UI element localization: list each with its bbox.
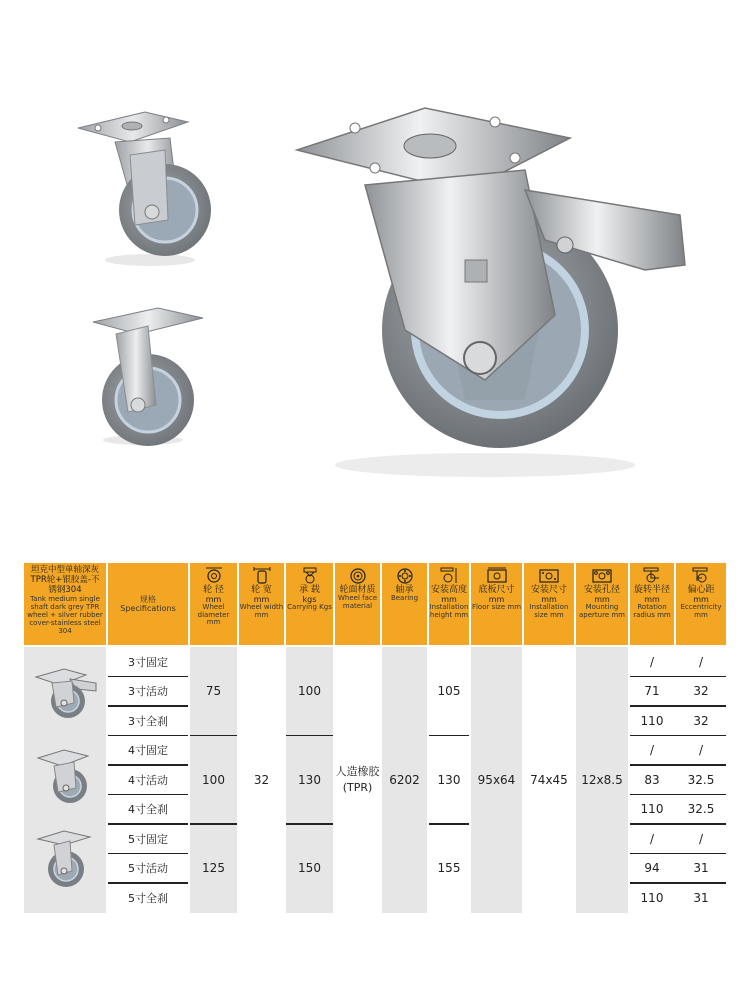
rotation-radius-value: / <box>649 743 655 758</box>
wheel-diameter-cn: 轮 径 <box>203 585 224 595</box>
eccentricity-value: 32 <box>693 713 709 728</box>
swivel-caster-photo <box>70 100 220 275</box>
header-bearing <box>382 563 427 645</box>
mounting-aperture-value: 12x8.5 <box>581 773 623 787</box>
spec-label: 4寸固定 <box>128 744 168 758</box>
header-wheel-face <box>335 563 380 645</box>
eccentricity-value: / <box>698 654 704 669</box>
header-floor-size <box>471 563 522 645</box>
rotation-radius-cn: 旋转半径 <box>633 585 670 595</box>
load-icon <box>300 567 320 584</box>
install-size-icon <box>538 567 560 584</box>
install-height-value: 105 <box>437 684 461 699</box>
eccentricity-value: 32.5 <box>687 802 715 817</box>
thumb-swivel-caster <box>24 746 106 808</box>
rotation-radius-value: 94 <box>644 861 660 876</box>
wheel-width-cn: 轮 宽 <box>251 585 272 595</box>
mounting-aperture-cn: 安装孔径 <box>583 585 620 595</box>
eccentricity-icon <box>691 567 711 584</box>
eccentricity-value: 32 <box>693 684 709 699</box>
wheel-face-cn: 轮面材质 <box>339 585 376 595</box>
header-wheel-diameter <box>190 563 237 645</box>
header-install-size <box>524 563 574 645</box>
eccentricity-value: 31 <box>693 890 709 905</box>
install-height-unit: mm <box>441 595 457 604</box>
install-height-value: 130 <box>437 772 461 787</box>
floor-plate-icon <box>486 567 508 584</box>
carrying-unit: kgs <box>302 595 317 604</box>
floor-size-unit: mm <box>488 595 505 604</box>
floor-size-en: Floor size mm <box>471 603 522 611</box>
carrying-value: 150 <box>298 861 321 876</box>
wheel-width-en: Wheel width mm <box>239 603 284 619</box>
header-install-height <box>429 563 469 645</box>
rotation-radius-value: 71 <box>644 684 660 699</box>
install-height-icon <box>439 567 459 584</box>
thumb-brake-caster <box>24 663 106 723</box>
header-spec-en: Specifications <box>120 604 176 614</box>
bearing-value: 6202 <box>389 773 420 787</box>
rotation-radius-value: / <box>649 654 655 669</box>
wheel-diameter-en: Wheel diameter mm <box>197 603 230 626</box>
install-height-cn: 安装高度 <box>430 585 467 595</box>
carrying-value: 100 <box>298 684 321 699</box>
wheel-face-en: Wheel face material <box>337 594 378 610</box>
bearing-cn: 轴承 <box>395 585 414 595</box>
spec-label: 3寸活动 <box>128 685 168 699</box>
rotation-radius-value: 110 <box>640 802 664 817</box>
spec-label: 5寸全刹 <box>128 891 168 905</box>
header-wheel-width <box>239 563 284 645</box>
carrying-en: Carrying Kgs <box>287 603 332 611</box>
eccentricity-value: 32.5 <box>687 772 715 787</box>
floor-size-cn: 底板尺寸 <box>478 585 515 595</box>
eccentricity-value: 31 <box>693 861 709 876</box>
bearing-icon <box>395 567 415 584</box>
rotation-radius-unit: mm <box>644 595 660 604</box>
header-spec-cn: 规格 <box>140 595 156 605</box>
spec-label: 5寸固定 <box>128 832 168 846</box>
install-height-value: 155 <box>437 861 461 876</box>
install-size-cn: 安装尺寸 <box>530 585 567 595</box>
header-rotation-radius <box>630 563 674 645</box>
spec-table <box>24 563 726 913</box>
spec-label: 4寸活动 <box>128 773 168 787</box>
eccentricity-value: / <box>698 831 704 846</box>
install-height-en: Installation height mm <box>429 603 469 619</box>
wheel-face-icon <box>348 567 368 584</box>
spec-label: 3寸固定 <box>128 655 168 669</box>
rotation-radius-value: / <box>649 831 655 846</box>
rotation-radius-value: 83 <box>644 772 660 787</box>
eccentricity-unit: mm <box>693 595 709 604</box>
install-size-unit: mm <box>541 595 557 604</box>
carrying-cn: 承 载 <box>299 585 320 595</box>
floor-size-value: 95x64 <box>477 773 516 787</box>
rotation-radius-value: 110 <box>640 890 664 905</box>
rotation-radius-icon <box>642 567 662 584</box>
eccentricity-value: / <box>698 743 704 758</box>
header-product-cn: 坦克中型单轴深灰TPR轮+银胶盖-不锈钢304 <box>30 565 100 595</box>
wheel-diameter-icon <box>204 567 224 584</box>
rotation-radius-value: 110 <box>640 713 664 728</box>
eccentricity-en: Eccentricity mm <box>680 603 722 619</box>
header-eccentricity <box>676 563 726 645</box>
wheel-diameter-unit: mm <box>205 595 222 604</box>
mounting-aperture-unit: mm <box>594 595 610 604</box>
header-mounting-aperture <box>576 563 628 645</box>
spec-label: 4寸全刹 <box>128 803 168 817</box>
wheel-face-value: 人造橡胶 (TPR) <box>335 765 380 794</box>
eccentricity-cn: 偏心距 <box>687 585 715 595</box>
header-product <box>24 563 106 645</box>
wheel-diameter-value: 100 <box>202 772 225 787</box>
wheel-diameter-value: 125 <box>202 861 225 876</box>
rotation-radius-en: Rotation radius mm <box>633 603 671 619</box>
wheel-width-icon <box>252 567 272 584</box>
brake-caster-photo <box>285 100 695 480</box>
mounting-aperture-en: Mounting aperture mm <box>579 603 625 619</box>
bearing-en: Bearing <box>390 594 419 602</box>
header-specifications <box>108 563 188 645</box>
thumb-fixed-caster <box>24 827 106 891</box>
header-product-en: Tank medium single shaft dark grey TPR wheel + silver rubber cover-stainless steel 304 <box>27 595 103 635</box>
mounting-hole-icon <box>591 567 613 584</box>
spec-label: 3寸全刹 <box>128 714 168 728</box>
wheel-width-unit: mm <box>253 595 270 604</box>
wheel-width-value: 32 <box>253 773 270 787</box>
install-size-value: 74x45 <box>530 773 568 787</box>
install-size-en: Installation size mm <box>529 603 569 619</box>
header-carrying <box>286 563 333 645</box>
carrying-value: 130 <box>298 772 321 787</box>
fixed-caster-photo <box>88 300 208 450</box>
spec-label: 5寸活动 <box>128 862 168 876</box>
wheel-diameter-value: 75 <box>205 684 222 699</box>
